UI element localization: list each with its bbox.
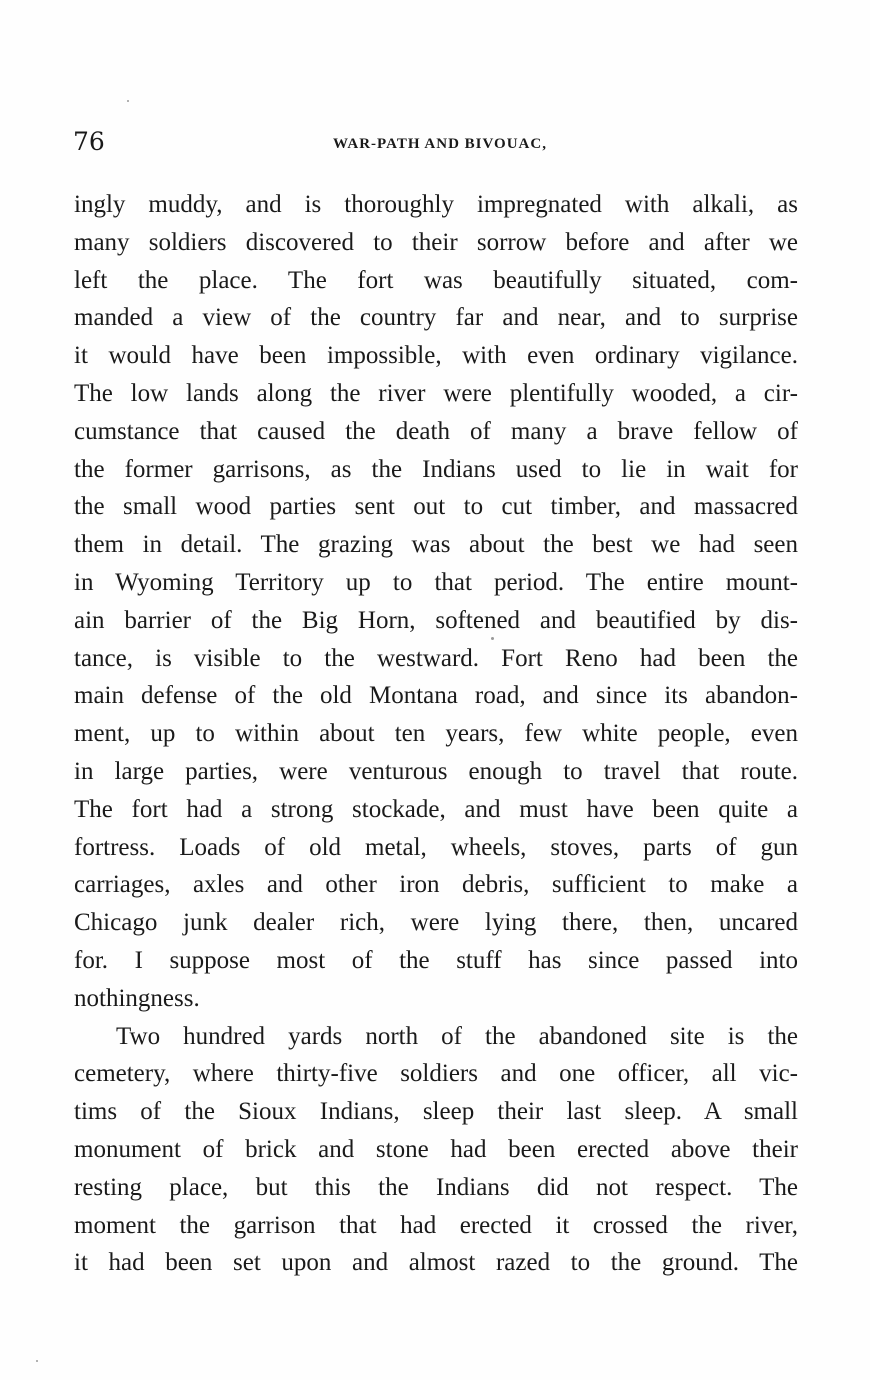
text-line: left the place. The fort was beautifully situated, com- (74, 266, 798, 294)
text-line: ingly muddy, and is thoroughly impregnated with alkali, as (74, 191, 798, 218)
text-line: tance, is visible to the westward. Fort Reno had been the (74, 644, 798, 672)
text-line: in Wyoming Territory up to that period. The entire mount- (74, 568, 798, 596)
text-line: the former garrisons, as the Indians used to lie in wait for (74, 455, 798, 483)
paper-speck (127, 100, 129, 102)
text-line: The low lands along the river were plentifully wooded, a cir- (74, 379, 798, 407)
text-line: the small wood parties sent out to cut timber, and massacred (74, 493, 798, 521)
text-line: many soldiers discovered to their sorrow before and after we (74, 228, 798, 256)
text-line: tims of the Sioux Indians, sleep their last sleep. A small (74, 1098, 798, 1126)
text-line: them in detail. The grazing was about the best we had seen (74, 531, 798, 559)
text-line: it had been set upon and almost razed to the ground. The (74, 1249, 798, 1277)
running-title: WAR-PATH AND BIVOUAC, (333, 136, 547, 152)
text-line: ain barrier of the Big Horn, softened and beautified by dis- (74, 606, 798, 634)
text-line: carriages, axles and other iron debris, sufficient to make a (74, 871, 798, 899)
text-line: for. I suppose most of the stuff has since passed into (74, 946, 798, 974)
paper-speck (491, 637, 494, 640)
paper-speck (36, 1360, 38, 1362)
text-line: cemetery, where thirty-five soldiers and one officer, all vic- (74, 1060, 798, 1088)
text-line: fortress. Loads of old metal, wheels, stoves, parts of gun (74, 833, 798, 861)
text-line: moment the garrison that had erected it crossed the river, (74, 1211, 798, 1239)
text-line: resting place, but this the Indians did not respect. The (74, 1173, 798, 1201)
text-line: The fort had a strong stockade, and must have been quite a (74, 795, 798, 823)
page-number: 76 (73, 127, 105, 156)
text-line: in large parties, were venturous enough to travel that route. (74, 757, 798, 785)
body-text (74, 186, 798, 1282)
text-line: manded a view of the country far and near, and to surprise (74, 304, 798, 332)
text-line: Chicago junk dealer rich, were lying there, then, uncared (74, 909, 798, 937)
text-line: nothingness. (74, 984, 200, 1012)
text-line: monument of brick and stone had been erected above their (74, 1135, 798, 1163)
text-line: Two hundred yards north of the abandoned site is the (116, 1022, 798, 1050)
text-line: it would have been impossible, with even ordinary vigilance. (74, 342, 798, 370)
text-line: main defense of the old Montana road, and since its abandon- (74, 682, 798, 710)
text-line: cumstance that caused the death of many a brave fellow of (74, 417, 798, 445)
text-line: ment, up to within about ten years, few white people, even (74, 720, 798, 748)
